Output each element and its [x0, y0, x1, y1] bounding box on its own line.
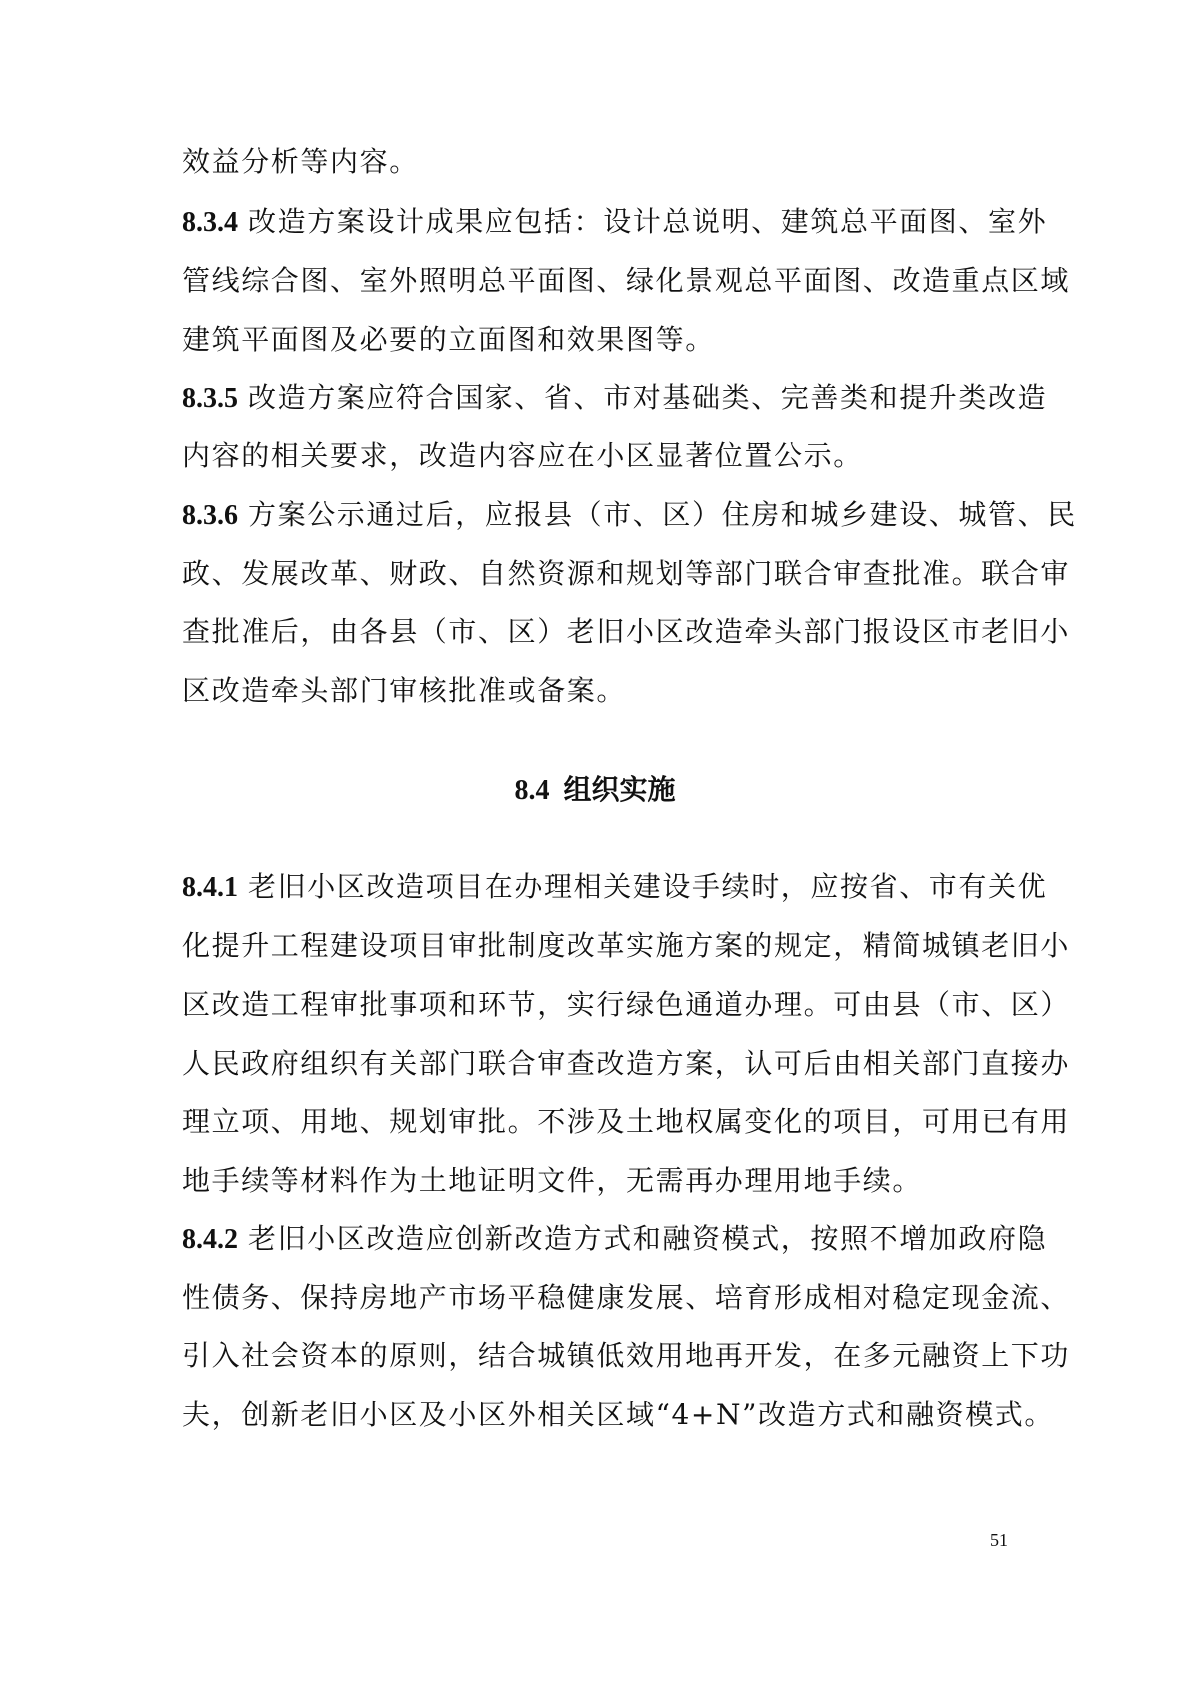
text-line: 效益分析等内容。	[182, 145, 419, 178]
clause-line: 8.3.6 方案公示通过后，应报县（市、区）住房和城乡建设、城管、民	[182, 498, 1077, 531]
clause-number: 8.4.2	[182, 1224, 238, 1255]
section-number: 8.4	[514, 775, 550, 806]
text-line: 性债务、保持房地产市场平稳健康发展、培育形成相对稳定现金流、	[182, 1281, 1071, 1314]
clause-line: 8.4.2 老旧小区改造应创新改造方式和融资模式，按照不增加政府隐	[182, 1222, 1048, 1255]
page-number: 51	[990, 1530, 1008, 1550]
text-line: 区改造工程审批事项和环节，实行绿色通道办理。可由县（市、区）	[182, 988, 1071, 1021]
text-line: 管线综合图、室外照明总平面图、绿化景观总平面图、改造重点区域	[182, 264, 1071, 297]
text-line: 区改造牵头部门审核批准或备案。	[182, 674, 627, 707]
clause-number: 8.4.1	[182, 872, 238, 903]
text-line: 人民政府组织有关部门联合审查改造方案，认可后由相关部门直接办	[182, 1047, 1071, 1080]
text-line: 内容的相关要求，改造内容应在小区显著位置公示。	[182, 439, 863, 472]
text-line: 建筑平面图及必要的立面图和效果图等。	[182, 323, 715, 356]
clause-line: 8.3.4 改造方案设计成果应包括：设计总说明、建筑总平面图、室外	[182, 205, 1048, 238]
text-line: 化提升工程建设项目审批制度改革实施方案的规定，精简城镇老旧小	[182, 929, 1071, 962]
section-title: 组织实施	[563, 773, 676, 806]
text-line: 地手续等材料作为土地证明文件，无需再办理用地手续。	[182, 1164, 923, 1197]
text-line: 夫，创新老旧小区及小区外相关区域“4+N”改造方式和融资模式。	[182, 1398, 1055, 1431]
clause-line: 8.4.1 老旧小区改造项目在办理相关建设手续时，应按省、市有关优	[182, 870, 1048, 903]
clause-number: 8.3.6	[182, 500, 238, 531]
text-line: 政、发展改革、财政、自然资源和规划等部门联合审查批准。联合审	[182, 557, 1071, 590]
clause-number: 8.3.4	[182, 207, 238, 238]
section-heading	[0, 770, 1190, 811]
text-line: 理立项、用地、规划审批。不涉及土地权属变化的项目，可用已有用	[182, 1105, 1071, 1138]
text-line: 查批准后，由各县（市、区）老旧小区改造牵头部门报设区市老旧小	[182, 615, 1071, 648]
clause-number: 8.3.5	[182, 383, 238, 414]
text-line: 引入社会资本的原则，结合城镇低效用地再开发，在多元融资上下功	[182, 1339, 1071, 1372]
clause-line: 8.3.5 改造方案应符合国家、省、市对基础类、完善类和提升类改造	[182, 381, 1048, 414]
